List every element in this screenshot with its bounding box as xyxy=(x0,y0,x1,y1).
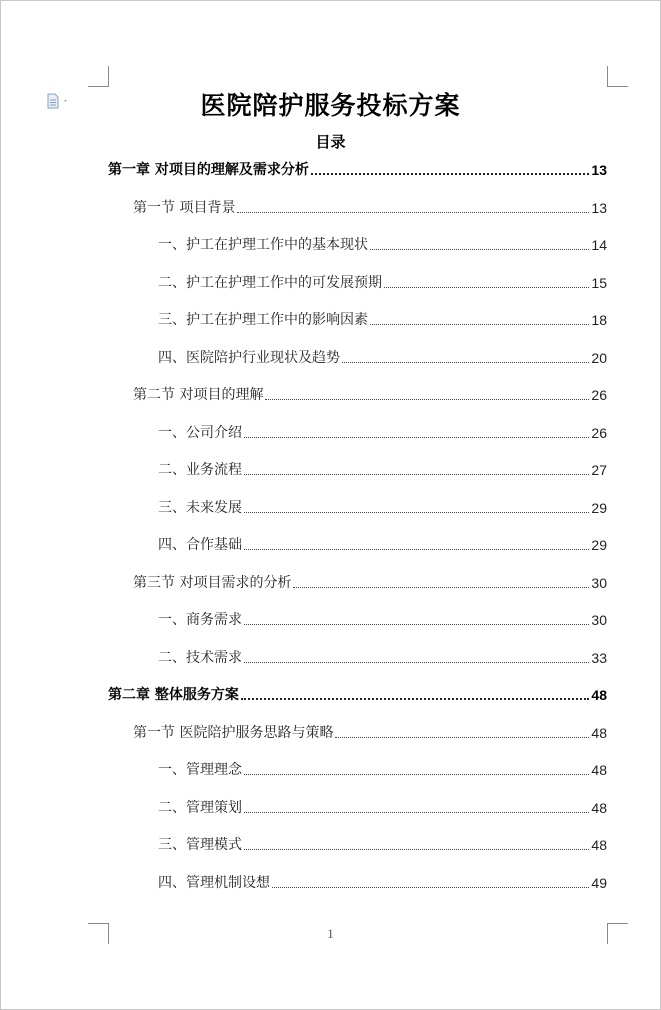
toc-leader xyxy=(335,737,589,738)
toc-entry-text: 第一节 项目背景 xyxy=(133,200,236,216)
toc-entry-item[interactable] xyxy=(158,459,607,479)
toc-entry-item[interactable] xyxy=(158,759,607,779)
toc-leader xyxy=(241,698,590,700)
toc-page-number: 48 xyxy=(591,800,607,816)
toc-entry-section[interactable] xyxy=(133,572,607,592)
toc-entry-item[interactable] xyxy=(158,534,607,554)
toc-leader xyxy=(244,662,589,663)
toc-page-number: 48 xyxy=(591,725,607,741)
toc-entry-section[interactable] xyxy=(133,722,607,742)
toc-page-number: 13 xyxy=(591,200,607,216)
toc-page-number: 29 xyxy=(591,537,607,553)
toc-entry-item[interactable] xyxy=(158,272,607,292)
toc-leader xyxy=(244,549,589,550)
toc-entry-chapter[interactable] xyxy=(108,159,607,179)
toc-page-number: 49 xyxy=(591,875,607,891)
toc-entry-text: 第二章 整体服务方案 xyxy=(108,687,239,703)
toc-entry-text: 二、管理策划 xyxy=(158,800,242,816)
toc-leader xyxy=(244,437,589,438)
toc-entry-text: 二、护工在护理工作中的可发展预期 xyxy=(158,275,382,291)
toc-page-number: 13 xyxy=(591,162,607,178)
toc-entry-text: 一、公司介绍 xyxy=(158,425,242,441)
toc-leader xyxy=(265,399,589,400)
toc-page-number: 27 xyxy=(591,462,607,478)
toc-entry-item[interactable] xyxy=(158,234,607,254)
toc-page-number: 18 xyxy=(591,312,607,328)
toc-page-number: 15 xyxy=(591,275,607,291)
toc-leader xyxy=(370,249,589,250)
toc-page-number: 26 xyxy=(591,425,607,441)
toc-leader xyxy=(244,849,589,850)
toc-entry-text: 二、技术需求 xyxy=(158,650,242,666)
toc-entry-text: 三、管理模式 xyxy=(158,837,242,853)
toc-entry-text: 第一章 对项目的理解及需求分析 xyxy=(108,162,309,178)
toc-entry-text: 一、护工在护理工作中的基本现状 xyxy=(158,237,368,253)
toc-entry-item[interactable] xyxy=(158,609,607,629)
toc-leader xyxy=(311,173,590,175)
toc-page-number: 48 xyxy=(591,837,607,853)
toc-entry-text: 第一节 医院陪护服务思路与策略 xyxy=(133,725,334,741)
toc-leader xyxy=(384,287,589,288)
crop-mark-top-left xyxy=(88,66,109,87)
toc-page-number: 30 xyxy=(591,612,607,628)
crop-mark-top-right xyxy=(607,66,628,87)
toc-entry-item[interactable] xyxy=(158,497,607,517)
toc-leader xyxy=(244,474,589,475)
toc-entry-text: 第三节 对项目需求的分析 xyxy=(133,575,292,591)
toc-entry-item[interactable] xyxy=(158,309,607,329)
toc-page-number: 30 xyxy=(591,575,607,591)
toc-page-number: 26 xyxy=(591,387,607,403)
toc-entry-text: 四、管理机制设想 xyxy=(158,875,270,891)
toc-page-number: 48 xyxy=(591,762,607,778)
toc-entry-section[interactable] xyxy=(133,384,607,404)
toc-page-number: 14 xyxy=(591,237,607,253)
toc-entry-item[interactable] xyxy=(158,347,607,367)
toc-leader xyxy=(342,362,589,363)
toc-heading: 目录 xyxy=(315,133,346,151)
toc-entry-chapter[interactable] xyxy=(108,684,607,704)
toc-leader xyxy=(370,324,589,325)
toc-entry-text: 四、合作基础 xyxy=(158,537,242,553)
toc-entry-item[interactable] xyxy=(158,647,607,667)
toc-entry-item[interactable] xyxy=(158,797,607,817)
toc-leader xyxy=(237,212,589,213)
toc-page-number: 29 xyxy=(591,500,607,516)
toc-entry-text: 一、管理理念 xyxy=(158,762,242,778)
toc-entry-item[interactable] xyxy=(158,834,607,854)
toc-entry-text: 四、医院陪护行业现状及趋势 xyxy=(158,350,340,366)
toc-entry-text: 一、商务需求 xyxy=(158,612,242,628)
toc-entry-text: 第二节 对项目的理解 xyxy=(133,387,264,403)
toc-entry-section[interactable] xyxy=(133,197,607,217)
page-number: 1 xyxy=(327,926,334,941)
toc-entry-item[interactable] xyxy=(158,872,607,892)
toc-entry-text: 三、护工在护理工作中的影响因素 xyxy=(158,312,368,328)
toc-entry-item[interactable] xyxy=(158,422,607,442)
toc-page-number: 48 xyxy=(591,687,607,703)
toc-entry-text: 三、未来发展 xyxy=(158,500,242,516)
document-title: 医院陪护服务投标方案 xyxy=(200,91,461,120)
toc-leader xyxy=(244,624,589,625)
toc-page-number: 20 xyxy=(591,350,607,366)
toc-leader xyxy=(244,512,589,513)
toc-leader xyxy=(244,774,589,775)
toc-entry-text: 二、业务流程 xyxy=(158,462,242,478)
toc-leader xyxy=(272,887,589,888)
toc-leader xyxy=(244,812,589,813)
toc-leader xyxy=(293,587,589,588)
toc-page-number: 33 xyxy=(591,650,607,666)
